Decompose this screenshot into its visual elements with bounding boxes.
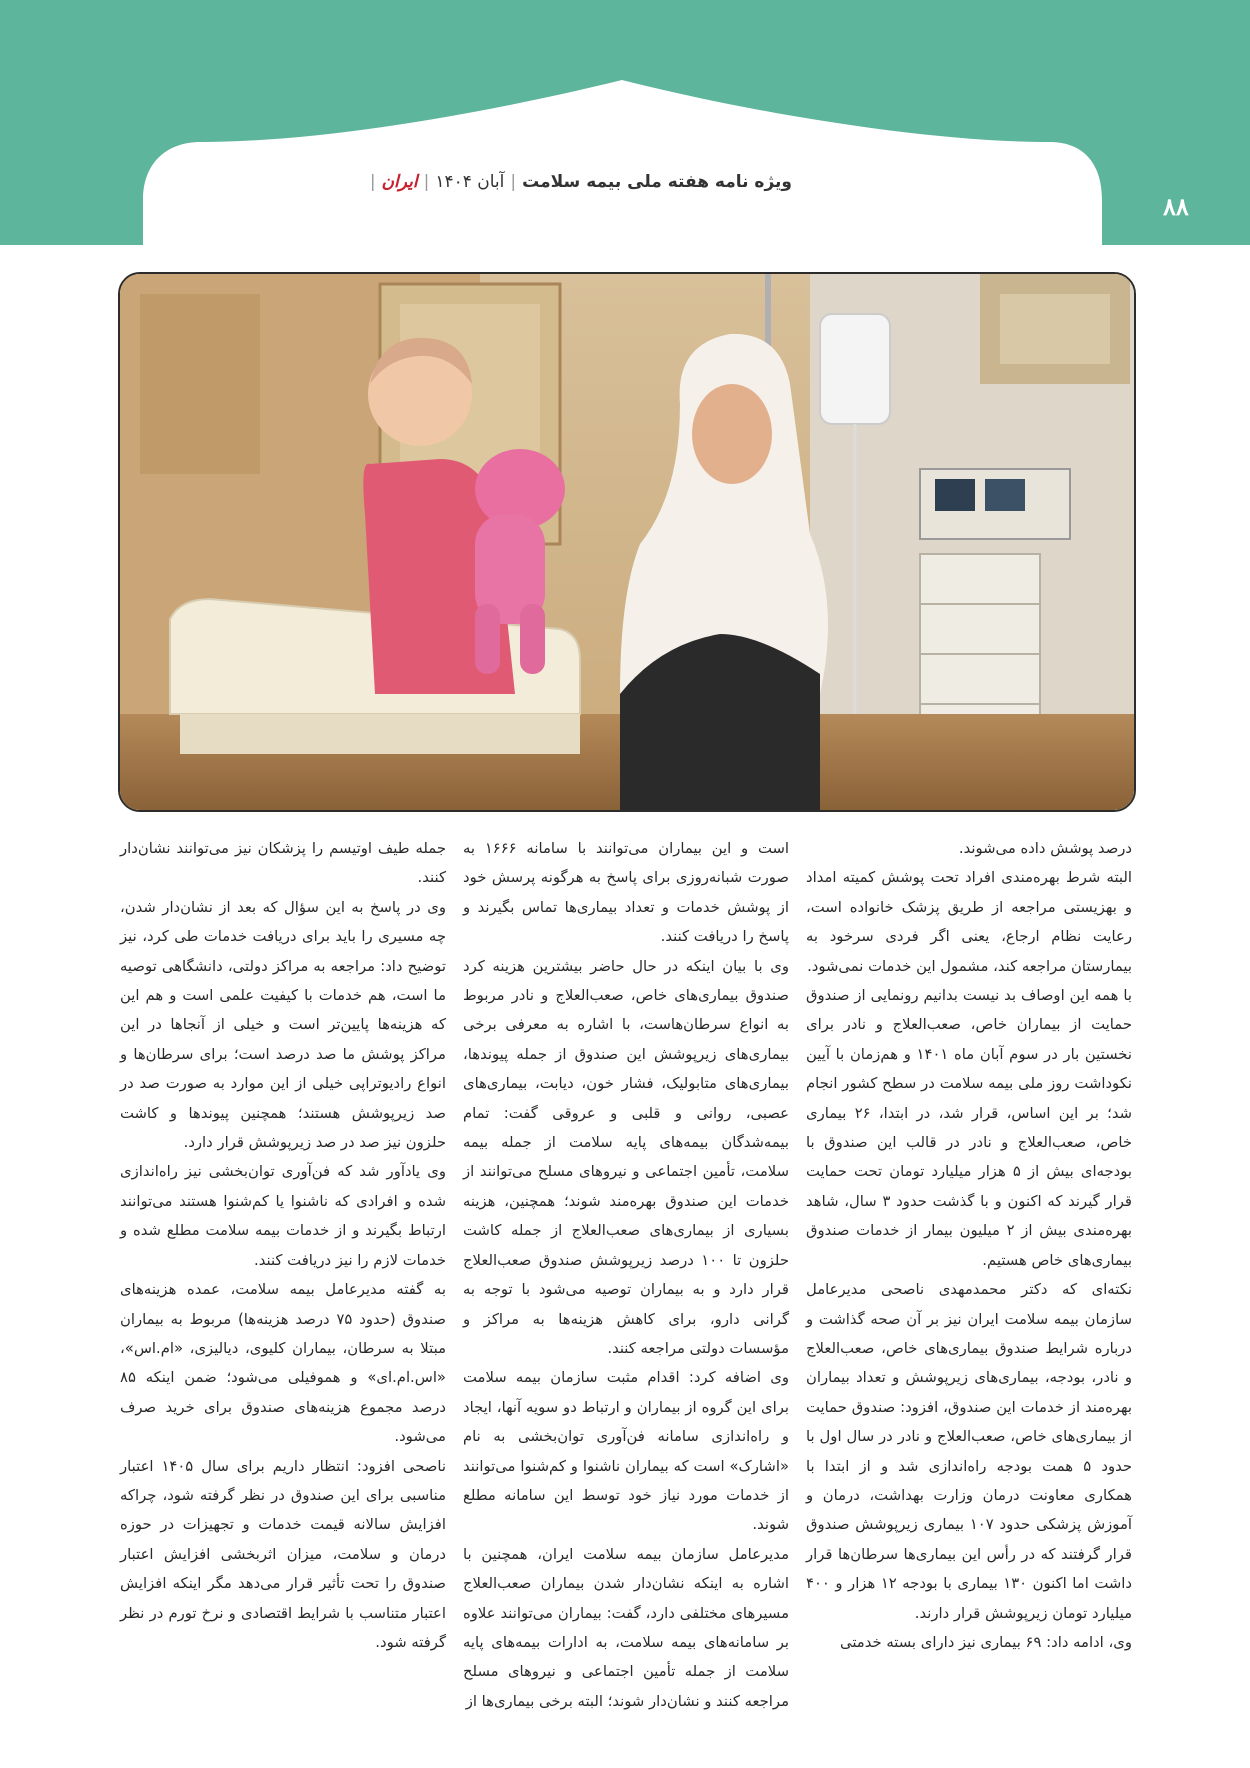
paragraph: است و این بیماران می‌توانند با سامانه ۱۶۶۶ به صورت شبانه‌روزی برای پاسخ به هرگونه پرسش خود از پوشش خدمات و تعداد بیماری‌ها تماس بگیرند و پاسخ را دریافت کنند. bbox=[463, 840, 789, 946]
header-separator: | bbox=[423, 172, 430, 192]
paragraph: وی یادآور شد که فن‌آوری توان‌بخشی نیز راه‌اندازی شده و افرادی که ناشنوا یا کم‌شنوا هستند می‌توانند ارتباط بگیرند و از خدمات بیمه سلامت مطلع شده و خدمات لازم را نیز دریافت کنند. bbox=[120, 1163, 446, 1269]
issue-date: آبان ۱۴۰۴ bbox=[435, 172, 505, 192]
header-band-shape bbox=[0, 0, 1250, 245]
paragraph: درصد پوشش داده می‌شوند. bbox=[958, 840, 1132, 857]
paragraph: نکته‌ای که دکتر محمدمهدی ناصحی مدیرعامل سازمان بیمه سلامت ایران نیز بر آن صحه گذاشت و درباره شرایط صندوق بیماری‌های خاص، صعب‌العلاج و نادر، بودجه، بیماری‌های زیرپوشش و تعداد بیماران بهره‌مند از خدمات این صندوق، افزود: صندوق حمایت از بیماری‌های خاص، صعب‌العلاج و نادر در سال اول با حدود ۵ همت بودجه راه‌اندازی شد و از ابتدا با همکاری معاونت درمان وزارت بهداشت، درمان و آموزش پزشکی حدود ۱۰۷ بیماری زیرپوشش صندوق قرار گرفتند که در رأس این بیماری‌ها سرطان‌ها قرار داشت اما اکنون ۱۳۰ بیماری با بودجه ۱۲ هزار و ۴۰۰ میلیارد تومان زیرپوشش قرار دارند. bbox=[806, 1281, 1132, 1622]
paragraph: ناصحی افزود: انتظار داریم برای سال ۱۴۰۵ اعتبار مناسبی برای این صندوق در نظر گرفته شود، چراکه افزایش سالانه قیمت خدمات و تجهیزات در حوزه درمان و سلامت، میزان اثربخشی افزایش اعتبار صندوق را تحت تأثیر قرار می‌دهد مگر اینکه افزایش اعتبار متناسب با شرایط اقتصادی و نرخ تورم در نظر گرفته شود. bbox=[120, 1457, 446, 1651]
page-number: ۸۸ bbox=[1163, 194, 1189, 221]
header-separator: | bbox=[369, 172, 376, 192]
magazine-title: ویژه نامه هفته ملی بیمه سلامت bbox=[522, 172, 792, 192]
article-column-3 bbox=[120, 834, 446, 1657]
header-text bbox=[364, 172, 792, 192]
paragraph: مدیرعامل سازمان بیمه سلامت ایران، همچنین با اشاره به اینکه نشان‌دار شدن بیماران صعب‌العلاج مسیرهای مختلفی دارد، گفت: بیماران می‌توانند علاوه بر سامانه‌های بیمه سلامت، به ادارات بیمه‌های پایه سلامت از جمله تأمین اجتماعی و نیروهای مسلح مراجعه کنند و نشان‌دار شوند؛ البته برخی بیماری‌ها از bbox=[463, 1545, 789, 1710]
paragraph: وی با بیان اینکه در حال حاضر بیشترین هزینه کرد صندوق بیماری‌های خاص، صعب‌العلاج و نادر مربوط به انواع سرطان‌هاست، با اشاره به معرفی برخی بیماری‌های زیرپوشش این صندوق از جمله پیوندها، بیماری‌های متابولیک، فشار خون، دیابت، بیماری‌های عصبی، روانی و قلبی و عروقی گفت: تمام بیمه‌شدگان بیمه‌های پایه سلامت از جمله بیمه سلامت، تأمین اجتماعی و نیروهای مسلح می‌توانند از خدمات این صندوق بهره‌مند شوند؛ همچنین، هزینه بسیاری از بیماری‌های صعب‌العلاج از جمله کاشت حلزون تا ۱۰۰ درصد زیرپوشش صندوق صعب‌العلاج قرار دارد و به بیماران توصیه می‌شود با توجه به گرانی دارو، برای کاهش هزینه‌ها به مراکز و مؤسسات دولتی مراجعه کنند. bbox=[463, 957, 789, 1357]
hospital-scene-illustration bbox=[120, 274, 1134, 810]
paragraph: جمله طیف اوتیسم را پزشکان نیز می‌توانند نشان‌دار کنند. bbox=[120, 840, 446, 887]
article-column-1 bbox=[806, 834, 1132, 1657]
newspaper-logo: ایران bbox=[381, 172, 418, 192]
article-photo bbox=[118, 272, 1136, 812]
paragraph: البته شرط بهره‌مندی افراد تحت پوشش کمیته امداد و بهزیستی مراجعه از طریق پزشک خانواده است، رعایت نظام ارجاع، یعنی اگر فردی سرخود به بیمارستان مراجعه کند، مشمول این خدمات نمی‌شود. bbox=[806, 869, 1132, 975]
paragraph: با همه این اوصاف بد نیست بدانیم رونمایی از صندوق حمایت از بیماران خاص، صعب‌العلاج و نادر برای نخستین بار در سوم آبان ماه ۱۴۰۱ و هم‌زمان با آیین نکوداشت روز ملی بیمه سلامت در سطح کشور انجام شد؛ بر این اساس، قرار شد، در ابتدا، ۲۶ بیماری خاص، صعب‌العلاج و نادر در قالب این صندوق با بودجه‌ای بیش از ۵ هزار میلیارد تومان تحت حمایت قرار گیرند که اکنون و با گذشت حدود ۳ سال، شاهد بهره‌مندی بیش از ۲ میلیون بیمار از خدمات صندوق بیماری‌های خاص هستیم. bbox=[806, 987, 1133, 1269]
paragraph: وی در پاسخ به این سؤال که بعد از نشان‌دار شدن، چه مسیری را باید برای دریافت خدمات طی کرد، نیز توضیح داد: مراجعه به مراکز دولتی، دانشگاهی توصیه ما است، هم خدمات با کیفیت علمی است و هم این که هزینه‌ها پایین‌تر است و خیلی از آنجاها در این مراکز پوشش ما صد درصد است؛ برای سرطان‌ها و انواع رادیوتراپی خیلی از این موارد به صورت صد در صد زیرپوشش هستند؛ همچنین پیوندها و کاشت حلزون نیز صد در صد زیرپوشش قرار دارد. bbox=[120, 898, 446, 1152]
paragraph: به گفته مدیرعامل بیمه سلامت، عمده هزینه‌های صندوق (حدود ۷۵ درصد هزینه‌ها) مربوط به بیماران مبتلا به سرطان، بیماران کلیوی، دیالیزی، «ام.اس»، «اس.ام.ای» و هموفیلی می‌شود؛ ضمن اینکه ۸۵ درصد مجموع هزینه‌های صندوق برای خرید صرف می‌شود. bbox=[120, 1281, 446, 1446]
header-separator: | bbox=[510, 172, 517, 192]
article-column-2 bbox=[463, 834, 789, 1716]
header-band bbox=[0, 0, 1250, 250]
paragraph: وی اضافه کرد: اقدام مثبت سازمان بیمه سلامت برای این گروه از بیماران و ارتباط دو سویه آنها، ایجاد و راه‌اندازی سامانه فن‌آوری توان‌بخشی به نام «اشارک» است که بیماران ناشنوا و کم‌شنوا می‌توانند از خدمات مورد نیاز خود توسط این سامانه مطلع شوند. bbox=[463, 1369, 789, 1534]
paragraph: وی، ادامه داد: ۶۹ بیماری نیز دارای بسته خدمتی bbox=[839, 1633, 1132, 1651]
